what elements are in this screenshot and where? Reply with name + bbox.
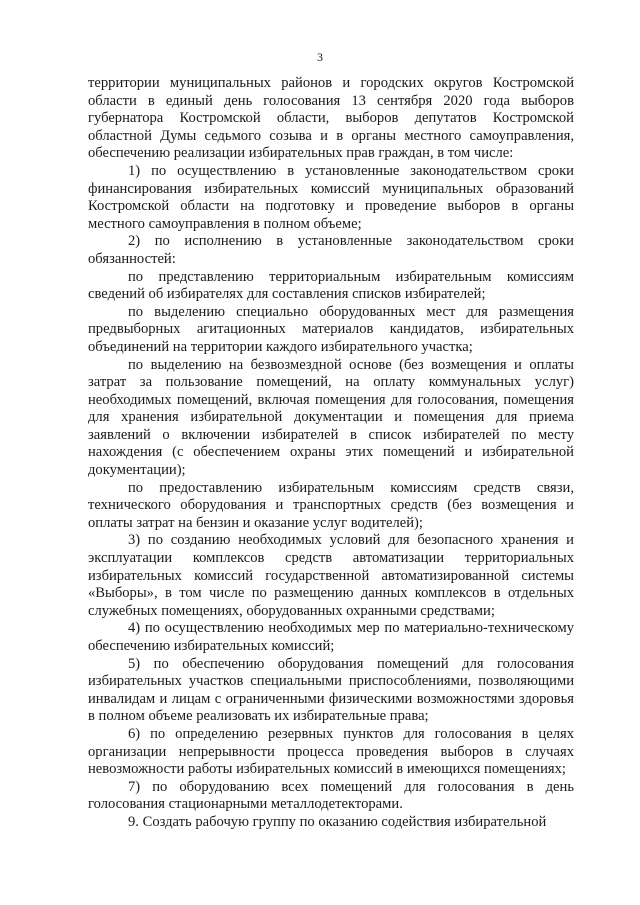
paragraph-item-1: 1) по осуществлению в установленные законодательством сроки финансирования избирательных комиссий муниципальных образований Костромской области на подготовку и проведение выборов в органы местного самоуправления в полном объеме; — [88, 162, 574, 232]
document-body — [88, 75, 574, 832]
paragraph-item-3: 3) по созданию необходимых условий для безопасного хранения и эксплуатации комплексов средств автоматизации территориальных избирательных комиссий государственной автоматизированной системы «Выборы», в том числе по размещению данных комплексов в отдельных служебных помещениях, оборудованных охранными средствами; — [88, 532, 574, 619]
paragraph-item-5: 5) по обеспечению оборудования помещений для голосования избирательных участков специальными приспособлениями, позволяющими инвалидам и лицам с ограниченными физическими возможностями здоровья в полном объеме реализовать их избирательные права; — [88, 655, 574, 725]
paragraph-campaign-places: по выделению специально оборудованных мест для размещения предвыборных агитационных материалов кандидатов, избирательных объединений на территории каждого избирательного участка; — [88, 303, 574, 355]
page-number: 3 — [317, 50, 323, 64]
paragraph-communications: по предоставлению избирательным комиссиям средств связи, технического оборудования и транспортных средств (без возмещения и оплаты затрат на бензин и оказание услуг водителей); — [88, 479, 574, 531]
paragraph-continuation: территории муниципальных районов и городских округов Костромской области в единый день голосования 13 сентября 2020 года выборов губернатора Костромской области, выборов депутатов Костромской областной Думы седьмого созыва и в органы местного самоуправления, обеспечению реализации избирательных прав граждан, в том числе: — [88, 75, 574, 162]
paragraph-item-4: 4) по осуществлению необходимых мер по материально-техническому обеспечению избирательных комиссий; — [88, 620, 574, 654]
paragraph-item-9: 9. Создать рабочую группу по оказанию содействия избирательной — [128, 813, 547, 830]
paragraph-premises: по выделению на безвозмездной основе (без возмещения и оплаты затрат за пользование помещений, на оплату коммунальных услуг) необходимых помещений, включая помещения для голосования, помещения для хранения избирательной документации и помещения для приема заявлений о включении избирателей в список избирателей по месту нахождения (с обеспечением охраны этих помещений и избирательной документации); — [88, 356, 574, 479]
paragraph-item-2: 2) по исполнению в установленные законодательством сроки обязанностей: — [88, 233, 574, 267]
paragraph-item-6: 6) по определению резервных пунктов для голосования в целях организации непрерывности процесса проведения выборов в случаях невозможности работы избирательных комиссий в имеющихся помещениях; — [88, 725, 574, 778]
paragraph-voter-lists: по представлению территориальным избирательным комиссиям сведений об избирателях для составления списков избирателей; — [88, 268, 574, 303]
paragraph-item-7: 7) по оборудованию всех помещений для голосования в день голосования стационарными металлодетекторами. — [88, 778, 574, 813]
